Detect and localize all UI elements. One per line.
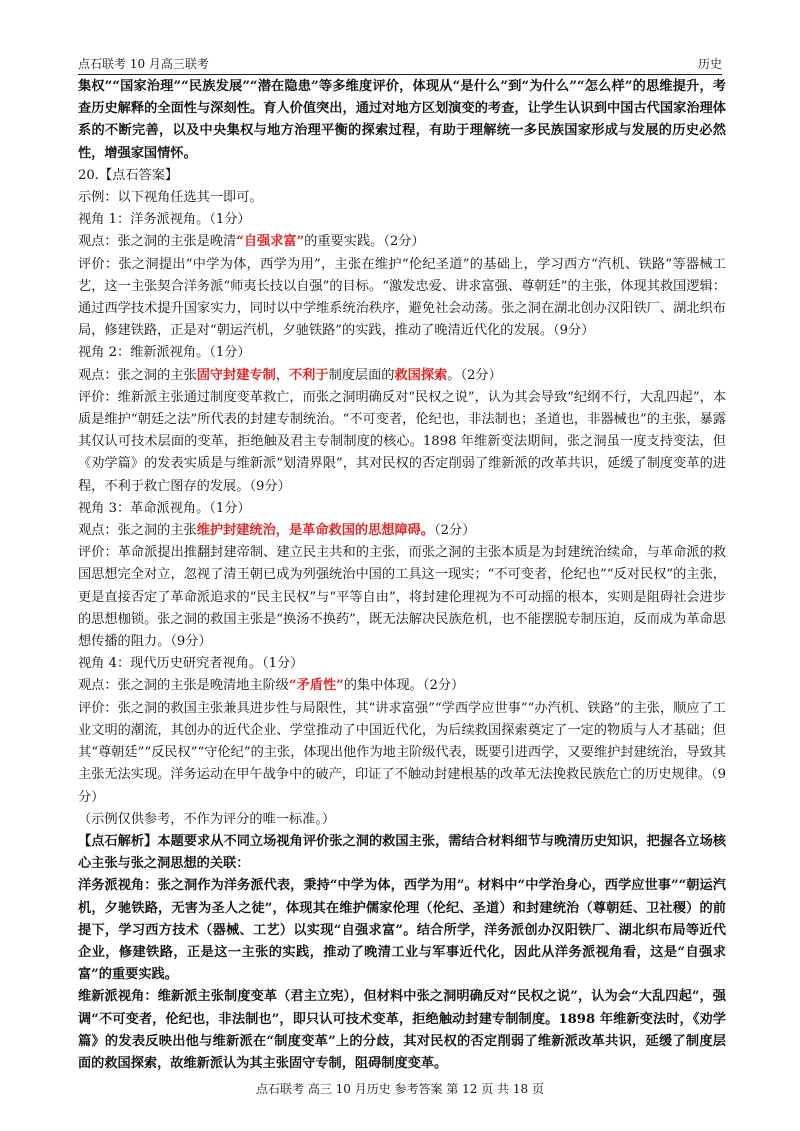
header-divider xyxy=(78,74,722,75)
perspective-2-view xyxy=(78,365,726,387)
page-content xyxy=(78,76,726,1075)
analysis-paragraph-2: 维新派视角：维新派主张制度变革（君主立宪），但材料中张之洞明确反对“民权之说”，认为会“大乱四起”，强调“不可变者，伦纪也，非法制也”，即只认可技术变革，拒绝触动封建专制制度。1898 年维新变法时，《劝学篇》的发表反映出他与维新派在“制度变革”上的分歧，其对民权的否定削弱了维新派改革共识，延缓了制度层面的救国探索，故维新派认为其主张固守专制，阻碍制度变革。 xyxy=(78,989,726,1071)
reference-note: （示例仅供参考，不作为评分的唯一标准。） xyxy=(78,811,336,827)
view-text: 观点：张之洞的主张是晚清 xyxy=(78,234,237,250)
view-text: 。（2分） xyxy=(447,367,502,383)
analysis-paragraph-1: 洋务派视角：张之洞作为洋务派代表，秉持“中学为体，西学为用”。材料中“中学治身心，西学应世事”“朝运汽机，夕驰铁路，无害为圣人之徒”，体现其在维护儒家伦理（伦纪、圣道）和封建统治（尊朝廷、卫社稷）的前提下，学习西方技术（器械、工艺）以实现“自强求富”。结合所学，洋务派创办汉阳铁厂、湖北织布局等近代企业，修建铁路，正是这一主张的实践，推动了晚清工业与军事近代化，因此从洋务派视角看，这是“自强求富”的重要实践。 xyxy=(78,878,726,983)
page-footer: 点石联考 高三 10 月历史 参考答案 第 12 页 共 18 页 xyxy=(256,1082,544,1096)
view-text: 观点：张之洞的主张 xyxy=(78,367,197,383)
view-keyword: “矛盾性” xyxy=(289,678,344,694)
perspective-4-view xyxy=(78,675,726,697)
perspective-2-evaluation: 评价：维新派主张通过制度变革救亡，而张之洞明确反对“民权之说”，认为其会导致“纪纲不行，大乱四起”，本质是维护“朝廷之法”所代表的封建专制统治。“不可变者，伦纪也，非法制也；圣道也，非器械也”的主张，暴露其仅认可技术层面的变革，拒绝触及君主专制制度的核心。1898 年维新变法期间，张之洞虽一度支持变法，但《劝学篇》的发表实质是与维新派“划清界限”，其对民权的否定削弱了维新派的改革共识，延缓了制度变革的进程，不利于救亡图存的发展。（9分） xyxy=(78,389,726,494)
analysis-heading: 【点石解析】本题要求从不同立场视角评价张之洞的救国主张，需结合材料细节与晚清历史知识，把握各立场核心主张与张之洞思想的关联： xyxy=(78,833,726,872)
view-text: 观点：张之洞的主张 xyxy=(78,523,197,539)
perspective-1-view xyxy=(78,231,726,253)
view-keyword: 救国探索 xyxy=(394,367,448,383)
page-header xyxy=(78,52,722,72)
view-text: 的重要实践。（2分） xyxy=(304,234,425,250)
perspective-2-title: 视角 2：维新派视角。（1分） xyxy=(78,345,251,361)
perspective-4-title: 视角 4：现代历史研究者视角。（1分） xyxy=(78,656,304,672)
view-keyword: 维护封建统治，是革命救国的思想障碍。 xyxy=(196,523,435,539)
header-exam-title: 点石联考 10 月高三联考 xyxy=(78,57,209,71)
view-keyword: 固守封建专制 xyxy=(196,367,276,383)
view-keyword: “自强求富” xyxy=(236,234,305,250)
perspective-1-evaluation: 评价：张之洞提出“中学为体，西学为用”，主张在维护“伦纪圣道”的基础上，学习西方“汽机、铁路”等器械工艺，这一主张契合洋务派“师夷长技以自强”的目标。“激发忠爱、讲求富强、尊朝廷”的主张，体现其救国逻辑：通过西学技术提升国家实力，同时以中学维系统治秩序，避免社会动荡。张之洞在湖北创办汉阳铁厂、湖北织布局，修建铁路，正是对“朝运汽机，夕驰铁路”的实践，推动了晚清近代化的发展。（9分） xyxy=(78,256,726,339)
view-text: （2分） xyxy=(434,523,476,539)
view-text: 观点：张之洞的主张是晚清地主阶级 xyxy=(78,678,289,694)
view-text: 制度层面的 xyxy=(328,367,395,383)
view-text: ， xyxy=(275,367,289,383)
perspective-4-evaluation: 评价：张之洞的救国主张兼具进步性与局限性，其“讲求富强”“学西学应世事”“办汽机、铁路”的主张，顺应了工业文明的潮流，其创办的近代企业、学堂推动了中国近代化，为后续救国探索奠定了一定的物质与人才基础；但其“尊朝廷”“反民权”“守伦纪”的主张，体现出他作为地主阶级代表，既要引进西学，又要维护封建统治，导致其主张无法实现。洋务运动在甲午战争中的破产，印证了不触动封建根基的改革无法挽救民族危亡的历史规律。（9分） xyxy=(78,700,726,805)
example-note: 示例：以下视角任选其一即可。 xyxy=(78,190,263,206)
view-text: 的集中体现。（2分） xyxy=(343,678,465,694)
header-subject: 历史 xyxy=(697,57,722,71)
answer-heading: 20.【点石答案】 xyxy=(78,167,179,183)
perspective-1-title: 视角 1：洋务派视角。（1分） xyxy=(78,212,251,228)
intro-paragraph: 集权”“国家治理”“民族发展”“潜在隐患”等多维度评价，体现从“是什么”到“为什么”“怎么样”的思维提升，考查历史解释的全面性与深刻性。育人价值突出，通过对地方区划演变的考查，让学生认识到中国古代国家治理体系的不断完善，以及中央集权与地方治理平衡的探索过程，有助于理解统一多民族国家形成与发展的历史必然性，增强家国情怀。 xyxy=(78,79,726,161)
perspective-3-evaluation: 评价：革命派提出推翻封建帝制、建立民主共和的主张，而张之洞的主张本质是为封建统治续命，与革命派的救国思想完全对立，忽视了清王朝已成为列强统治中国的工具这一现实；“不可变者，伦纪也”“反对民权”的主张，更是直接否定了革命派追求的“民主民权”与“平等自由”，将封建伦理视为不可动摇的根本，实则是阻碍社会进步的思想枷锁。张之洞的救国主张是“换汤不换药”，既无法解决民族危机，也不能摆脱专制压迫，反而成为革命思想传播的阻力。（9分） xyxy=(78,545,726,650)
view-keyword: 不利于 xyxy=(289,367,329,383)
perspective-3-view xyxy=(78,520,726,542)
perspective-3-title: 视角 3：革命派视角。（1分） xyxy=(78,500,251,516)
